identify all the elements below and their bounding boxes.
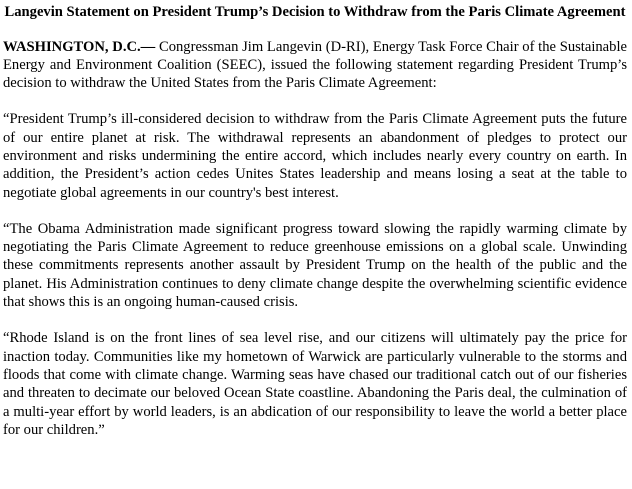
statement-paragraph-3: “Rhode Island is on the front lines of sea level rise, and our citizens will ultimately pay the price for inaction today. Communities like my hometown of Warwick are particularly vulnerable to the storms and floods that come with climate change. Warming seas have chased our traditional catch out of our fisheries and threaten to decimate our beloved Ocean State coastline. Abandoning the Paris deal, the culmination of a multi-year effort by world leaders, is an abdication of our responsibility to leave the world a better place for our children.” bbox=[3, 330, 627, 438]
statement-paragraph-2: “The Obama Administration made significant progress toward slowing the rapidly warming climate by negotiating the Paris Climate Agreement to reduce greenhouse emissions on a global scale. Unwinding these commitments represents another assault by President Trump on the health of the public and the planet. His Administration continues to deny climate change despite the overwhelming scientific evidence that shows this is an ongoing human-caused crisis. bbox=[3, 220, 627, 311]
dateline: WASHINGTON, D.C.— bbox=[3, 38, 156, 55]
statement-paragraph-1: “President Trump’s ill-considered decision to withdraw from the Paris Climate Agreement puts the future of our entire planet at risk. The withdrawal represents an abandonment of pledges to protect our environment and risks undermining the entire accord, which includes nearly every country on earth. In addition, the President’s action cedes Unites States leadership and means losing a seat at the table to negotiate global agreements in our country's best interest. bbox=[3, 111, 627, 201]
intro-paragraph bbox=[3, 38, 627, 93]
intro-text: Congressman Jim Langevin (D-RI), Energy Task Force Chair of the Sustainable Energy and Environment Coalition (SEEC), issued the following statement regarding President Trump’s decision to withdraw the United States from the Paris Climate Agreement: bbox=[3, 38, 627, 92]
document-title: Langevin Statement on President Trump’s Decision to Withdraw from the Paris Climate Agreement bbox=[4, 4, 626, 20]
